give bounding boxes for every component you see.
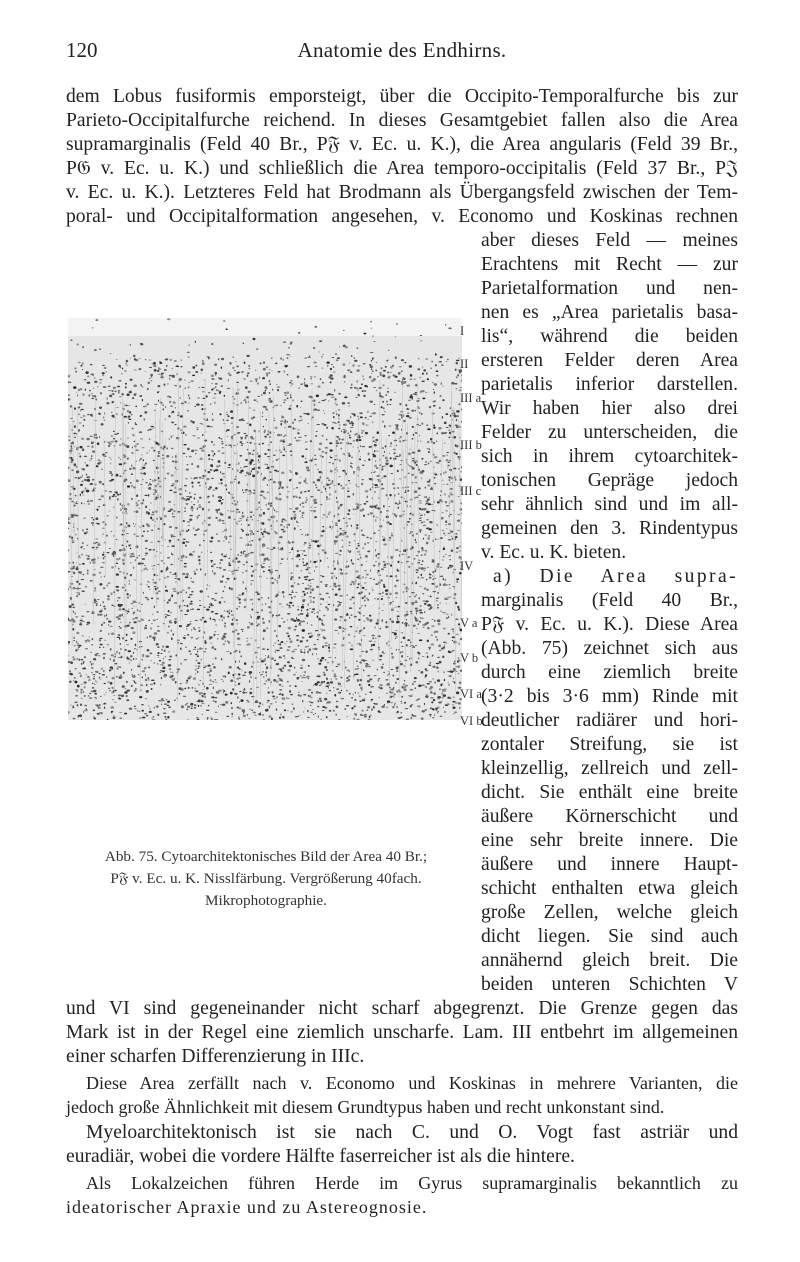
text-line: kleinzellig, zellreich und zell- [481,758,738,779]
figure-caption [62,846,470,912]
layer-label: V a [460,616,478,630]
text-line: (3·2 bis 3·6 mm) Rinde mit [481,686,738,707]
text-line: beiden unteren Schichten V [481,974,738,995]
text-line: Erachtens mit Recht — zur [481,254,738,275]
text-line: Felder zu unterscheiden, die [481,422,738,443]
text-line: parietalis inferior darstellen. [481,374,738,395]
layer-label: VI b [460,714,483,728]
text-line: marginalis (Feld 40 Br., [481,590,738,611]
text-line: Parietalformation und nen- [481,278,738,299]
text-line: nen es „Area parietalis basa- [481,302,738,323]
text-line: große Zellen, welche gleich [481,902,738,923]
text-line: a) Die Area supra- [493,566,738,587]
layer-label: I [460,324,465,338]
text-line: Mark ist in der Regel eine ziemlich unscharfe. Lam. III entbehrt im allgemeinen [66,1022,738,1043]
caption-line: P𝔉 v. Ec. u. K. Nisslfärbung. Vergrößerung 40fach. [110,870,422,887]
text-line: lis“, während die beiden [481,326,738,347]
running-title: Anatomie des Endhirns. [297,38,507,62]
text-line: euradiär, wobei die vordere Hälfte faserreicher ist als die hintere. [66,1146,575,1167]
text-line: tonischen Gepräge jedoch [481,470,738,491]
layer-label: V b [460,651,479,665]
text-line: schicht enthalten etwa gleich [481,878,738,899]
text-line: ideatorischer Apraxie und zu Astereognosie. [66,1197,428,1217]
text-line: Parieto-Occipitalfurche reichend. In dieses Gesamtgebiet fallen also die Area [66,110,738,131]
text-line: poral- und Occipitalformation angesehen, v. Economo und Koskinas rechnen [66,206,738,227]
text-line: eine sehr breite innere. Die [481,830,738,851]
text-line: durch eine ziemlich breite [481,662,738,683]
text-line: P𝔊 v. Ec. u. K.) und schließlich die Area temporo-occipitalis (Feld 37 Br., P𝔍 [66,158,738,179]
text-line: dem Lobus fusiformis emporsteigt, über die Occipito-Temporalfurche bis zur [66,86,738,107]
text-line: dicht liegen. Sie sind auch [481,926,738,947]
caption-line: Mikrophotographie. [205,892,327,909]
text-line: Myeloarchitektonisch ist sie nach C. und O. Vogt fast astriär und [86,1122,738,1143]
text-line: jedoch große Ähnlichkeit mit diesem Grundtypus haben und recht unkonstant sind. [66,1097,665,1117]
layer-label: III a [460,391,482,405]
caption-line: Abb. 75. Cytoarchitektonisches Bild der Area 40 Br.; [104,848,428,865]
text-line: v. Ec. u. K. bieten. [481,542,627,563]
text-line: gemeinen den 3. Rindentypus [481,518,738,539]
page-header [66,38,738,68]
text-line: und VI sind gegeneinander nicht scharf abgegrenzt. Die Grenze gegen das [66,998,738,1019]
text-line: Wir haben hier also drei [481,398,738,419]
text-line: sehr ähnlich sind und im all- [481,494,738,515]
text-line: (Abb. 75) zeichnet sich aus [481,638,738,659]
text-line: zontaler Streifung, sie ist [481,734,738,755]
text-line: supramarginalis (Feld 40 Br., P𝔉 v. Ec. u. K.), die Area angularis (Feld 39 Br., [66,134,738,155]
text-line: äußere Körnerschicht und [481,806,738,827]
text-line: Als Lokalzeichen führen Herde im Gyrus supramarginalis bekanntlich zu [86,1173,738,1193]
text-line: dicht. Sie enthält eine breite [481,782,738,803]
text-line: aber dieses Feld — meines [481,230,738,251]
text-line: v. Ec. u. K.). Letzteres Feld hat Brodmann als Übergangsfeld zwischen der Tem- [66,182,738,203]
layer-label: IV [460,559,474,573]
layer-label: VI a [460,687,482,701]
text-line: einer scharfen Differenzierung in IIIc. [66,1046,365,1067]
text-line: ersteren Felder deren Area [481,350,738,371]
text-line: äußere und innere Haupt- [481,854,738,875]
text-line: deutlicher radiärer und hori- [481,710,738,731]
text-line: P𝔉 v. Ec. u. K.). Diese Area [481,614,738,635]
layer-label: III c [460,484,482,498]
text-line: annähernd gleich breit. Die [481,950,738,971]
page-number: 120 [66,38,98,62]
text-line: Diese Area zerfällt nach v. Economo und Koskinas in mehrere Varianten, die [86,1073,738,1093]
layer-label: III b [460,438,482,452]
layer-label: II [460,357,469,371]
text-line: sich in ihrem cytoarchitek- [481,446,738,467]
